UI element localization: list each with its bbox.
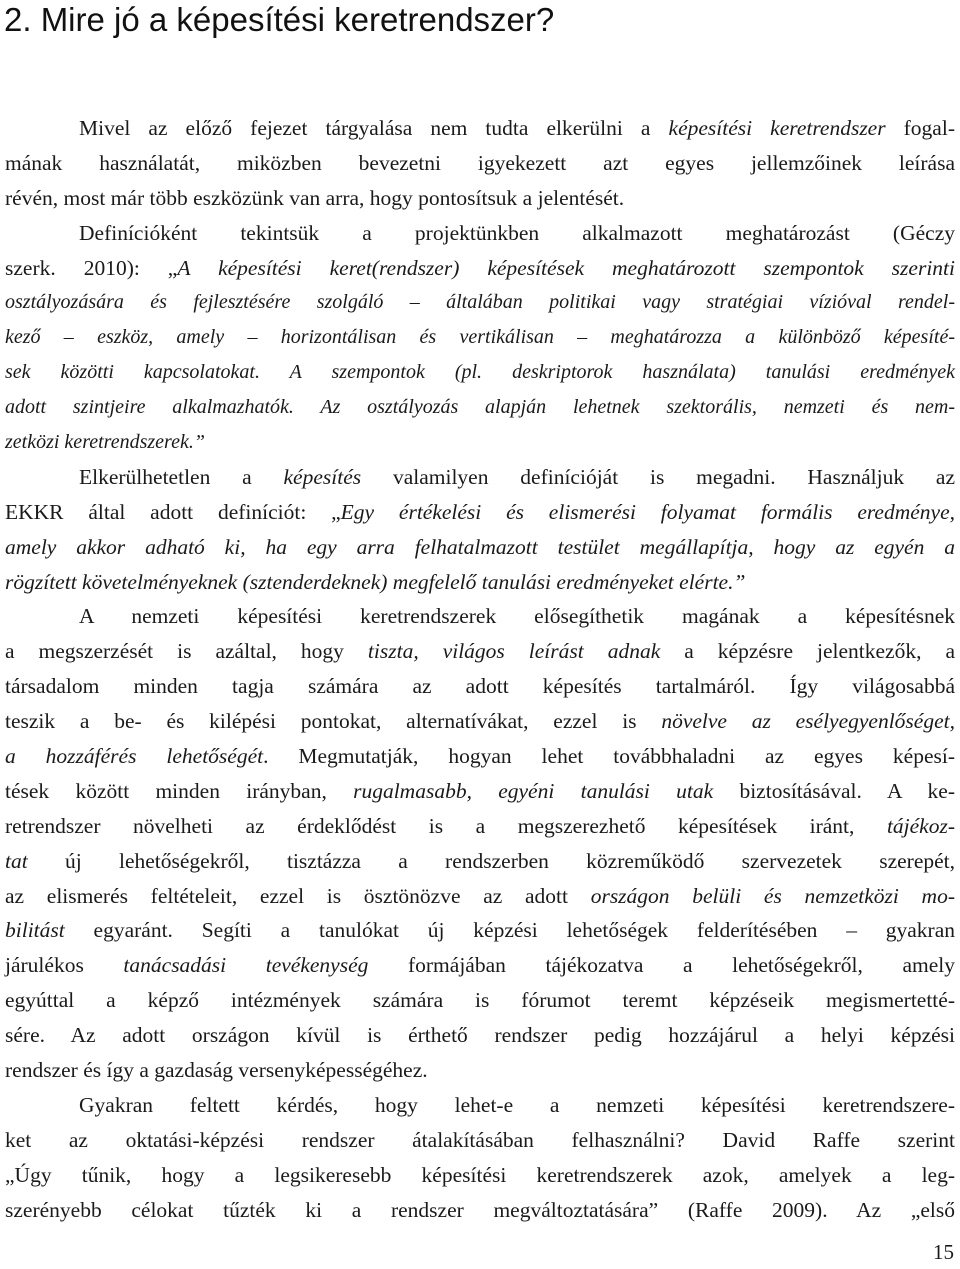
- text-run: ket az oktatási-képzési rendszer átalakításában felhasználni? David Raffe szerint: [5, 1127, 955, 1152]
- text-line: [5, 669, 955, 704]
- italic-text: képesítés: [283, 464, 362, 489]
- italic-text: országon belüli és nemzetközi mo-: [590, 883, 955, 908]
- text-run: rendszer és így a gazdaság versenyképességéhez.: [5, 1058, 428, 1083]
- text-run: Definícióként tekintsük a projektünkben alkalmazott meghatározást (Géczy: [79, 220, 955, 245]
- text-run: mának használatát, miközben bevezetni igyekezett azt egyes jellemzőinek leírása: [5, 150, 955, 175]
- text-line: [5, 425, 955, 460]
- text-run: új lehetőségekről, tisztázza a rendszerben közreműködő szervezetek szerepét,: [27, 848, 955, 873]
- text-run: Elkerülhetetlen a: [79, 464, 284, 489]
- text-run: valamilyen definícióját is megadni. Használjuk az: [361, 464, 956, 489]
- text-run: szerk. 2010): „: [5, 255, 178, 280]
- text-run: sére. Az adott országon kívül is érthető rendszer pedig hozzájárul a helyi képzési: [5, 1023, 955, 1048]
- text-line: [5, 285, 955, 320]
- text-line: [5, 844, 955, 879]
- text-run: révén, most már több eszközünk van arra, hogy pontosítsuk a jelentését.: [5, 185, 625, 210]
- text-line: [5, 565, 955, 600]
- text-line: [5, 809, 955, 844]
- text-line: [5, 1123, 955, 1158]
- text-run: teszik a be- és kilépési pontokat, alternatívákat, ezzel is: [5, 709, 662, 734]
- text-run: fogal-: [885, 116, 955, 140]
- text-line: [5, 251, 955, 286]
- text-line: [5, 530, 955, 565]
- text-run: Mivel az előző fejezet tárgyalása nem tudta elkerülni a: [79, 116, 669, 140]
- italic-text: növelve az esélyegyenlőséget,: [661, 709, 955, 734]
- text-line: [5, 1193, 955, 1228]
- page-number: 15: [933, 1240, 954, 1264]
- text-run: szerényebb célokat tűzték ki a rendszer megváltoztatására” (Raffe 2009). Az „első: [5, 1197, 955, 1222]
- text-line: [5, 460, 955, 495]
- italic-text: a hozzáférés lehetőségét: [5, 744, 264, 769]
- text-line: [5, 111, 955, 146]
- italic-text: kező – eszköz, amely – horizontálisan és vertikálisan – meghatározza a különböző képesíté-: [5, 326, 955, 349]
- text-line: [5, 320, 955, 355]
- text-run: a megszerzését is azáltal, hogy: [5, 639, 368, 664]
- italic-text: amely akkor adható ki, ha egy arra felhatalmazott testület megállapítja, hogy az egyén a: [5, 534, 955, 559]
- text-line: [5, 913, 955, 948]
- italic-text: A képesítési keret(rendszer) képesítések meghatározott szempontok szerinti: [177, 255, 955, 280]
- text-line: [5, 774, 955, 809]
- text-line: [5, 355, 955, 390]
- italic-text: adott szintjeire alkalmazhatók. Az osztályozás alapján lehetnek szektorális, nemzeti és nem-: [5, 396, 955, 419]
- section-heading: 2. Mire jó a képesítési keretrendszer?: [4, 1, 555, 38]
- text-line: [5, 739, 955, 774]
- italic-text: rugalmasabb, egyéni tanulási utak: [353, 778, 714, 803]
- italic-text: képesítési keretrendszer: [668, 116, 886, 140]
- text-line: [5, 495, 955, 530]
- text-run: Gyakran feltett kérdés, hogy lehet-e a nemzeti képesítési keretrendszere-: [79, 1092, 955, 1117]
- italic-text: tájékoz-: [886, 813, 955, 838]
- italic-text: bilitást: [5, 918, 65, 943]
- text-line: [5, 634, 955, 669]
- text-run: A nemzeti képesítési keretrendszerek elősegíthetik magának a képesítésnek: [79, 604, 955, 629]
- text-line: [5, 146, 955, 181]
- text-run: formájában tájékozatva a lehetőségekről, amely: [368, 953, 955, 978]
- text-line: [5, 1053, 955, 1088]
- text-run: . Megmutatják, hogyan lehet továbbhaladni az egyes képesí-: [263, 744, 955, 769]
- text-line: [5, 1018, 955, 1053]
- italic-text: rögzített követelményeknek (sztenderdeknek) megfelelő tanulási eredményeket elérte.”: [5, 569, 746, 594]
- text-run: az elismerés feltételeit, ezzel is ösztönözve az adott: [5, 883, 591, 908]
- text-run: tések között minden irányban,: [5, 778, 354, 803]
- italic-text: zetközi keretrendszerek.”: [5, 431, 205, 454]
- italic-text: tanácsadási tevékenység: [123, 953, 369, 978]
- text-run: biztosításával. A ke-: [713, 778, 956, 803]
- text-line: [5, 181, 955, 216]
- italic-text: osztályozására és fejlesztésére szolgáló – általában politikai vagy stratégiai vízióval rendel-: [5, 291, 955, 314]
- text-run: egyaránt. Segíti a tanulókat új képzési lehetőségek felderítésében – gyakran: [64, 918, 955, 943]
- text-line: [5, 1158, 955, 1193]
- text-line: [5, 983, 955, 1018]
- body-text: [5, 111, 955, 1228]
- text-line: [5, 390, 955, 425]
- italic-text: sek közötti kapcsolatokat. A szempontok (pl. deskriptorok használata) tanulási eredmények: [5, 361, 955, 384]
- text-line: [5, 216, 955, 251]
- italic-text: tat: [5, 848, 28, 873]
- text-run: egyúttal a képző intézmények számára is fórumot teremt képzéseik megismertetté-: [5, 988, 955, 1013]
- text-line: [5, 879, 955, 914]
- text-run: retrendszer növelheti az érdeklődést is a megszerezhető képesítések iránt,: [5, 813, 887, 838]
- italic-text: tiszta, világos leírást adnak: [367, 639, 661, 664]
- text-run: EKKR által adott definíciót: „: [5, 499, 341, 524]
- text-line: [5, 1088, 955, 1123]
- text-line: [5, 599, 955, 634]
- italic-text: Egy értékelési és elismerési folyamat formális eredménye,: [340, 499, 956, 524]
- text-line: [5, 704, 955, 739]
- text-run: járulékos: [5, 953, 124, 978]
- text-run: „Úgy tűnik, hogy a legsikeresebb képesítési keretrendszerek azok, amelyek a leg-: [5, 1162, 955, 1187]
- text-run: társadalom minden tagja számára az adott képesítés tartalmáról. Így világosabbá: [5, 674, 955, 699]
- text-line: [5, 948, 955, 983]
- text-run: a képzésre jelentkezők, a: [660, 639, 956, 664]
